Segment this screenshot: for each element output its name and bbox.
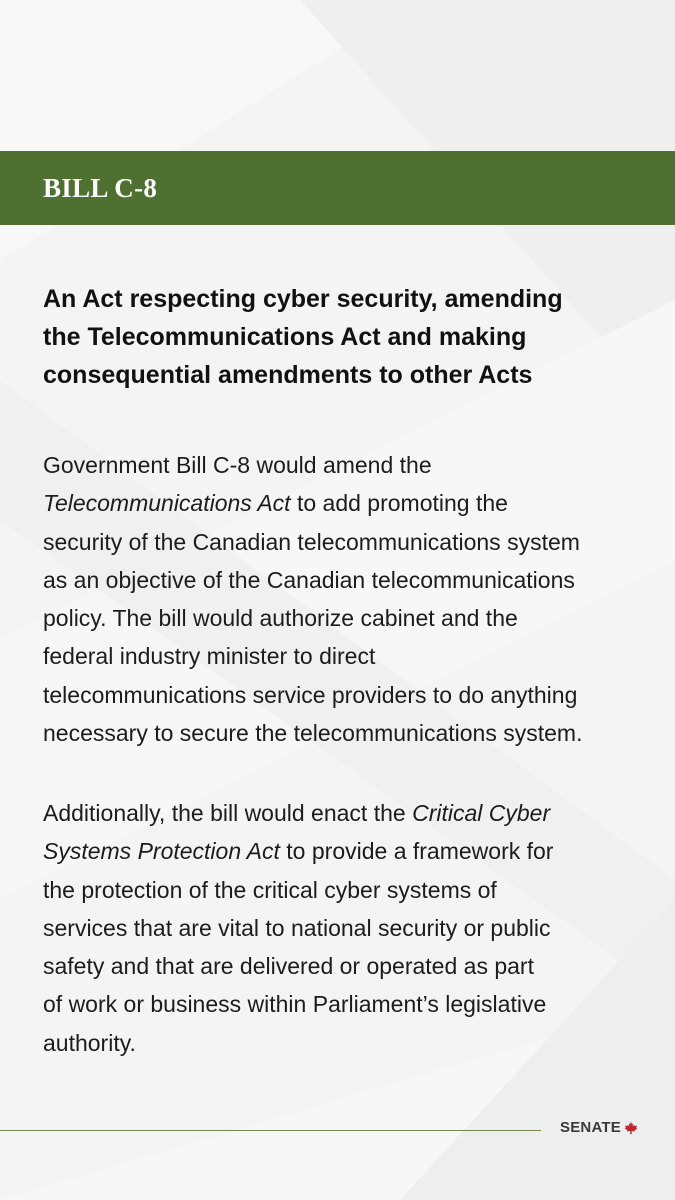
text-run: the protection of the critical cyber systems of <box>43 876 497 903</box>
text-run: Government Bill C-8 would amend the <box>43 452 432 478</box>
text-run: policy. The bill would authorize cabinet and the <box>43 605 518 632</box>
summary-paragraph-2 <box>43 794 643 1062</box>
text-run: necessary to secure the telecommunications system. <box>43 720 583 747</box>
paragraph-line <box>43 637 643 675</box>
paragraph-line <box>43 909 643 947</box>
paragraph-line <box>43 561 643 599</box>
heading-line: consequential amendments to other Acts <box>43 361 533 389</box>
italic-act-title: Systems Protection Act <box>43 838 280 865</box>
paragraph-line <box>43 484 643 522</box>
text-run: Additionally, the bill would enact the <box>43 800 413 826</box>
text-run: security of the Canadian telecommunications system <box>43 528 580 555</box>
paragraph-line <box>43 714 643 752</box>
text-run: of work or business within Parliament’s legislative <box>43 991 547 1018</box>
paragraph-line <box>43 947 643 985</box>
paragraph-line <box>43 523 643 561</box>
maple-leaf-icon <box>624 1121 638 1135</box>
senate-logo-text: SENATE <box>560 1119 621 1136</box>
bill-title: BILL C-8 <box>43 172 158 203</box>
text-run: federal industry minister to direct <box>43 643 376 670</box>
text-run: authority. <box>43 1029 136 1056</box>
text-run: to provide a framework for <box>279 838 554 865</box>
italic-act-title: Critical Cyber <box>412 800 551 826</box>
italic-act-title: Telecommunications Act <box>43 490 291 517</box>
text-run: services that are vital to national security or public <box>43 914 551 941</box>
paragraph-line <box>43 599 643 637</box>
paragraph-line <box>43 794 643 832</box>
paragraph-line <box>43 676 643 714</box>
text-run: safety and that are delivered or operated as part <box>43 953 534 980</box>
heading-line: the Telecommunications Act and making <box>43 323 527 351</box>
paragraph-line <box>43 871 643 909</box>
footer-divider <box>0 1130 541 1131</box>
heading-line: An Act respecting cyber security, amending <box>43 285 563 313</box>
text-run: telecommunications service providers to do anything <box>43 681 578 708</box>
paragraph-line <box>43 1024 643 1062</box>
text-run: to add promoting the <box>290 490 508 517</box>
paragraph-line <box>43 985 643 1023</box>
senate-logo <box>560 1119 638 1136</box>
act-heading <box>43 280 643 394</box>
paragraph-line <box>43 446 643 484</box>
paragraph-line <box>43 832 643 870</box>
summary-paragraph-1 <box>43 446 643 752</box>
bill-banner <box>0 151 675 225</box>
text-run: as an objective of the Canadian telecommunications <box>43 566 575 593</box>
